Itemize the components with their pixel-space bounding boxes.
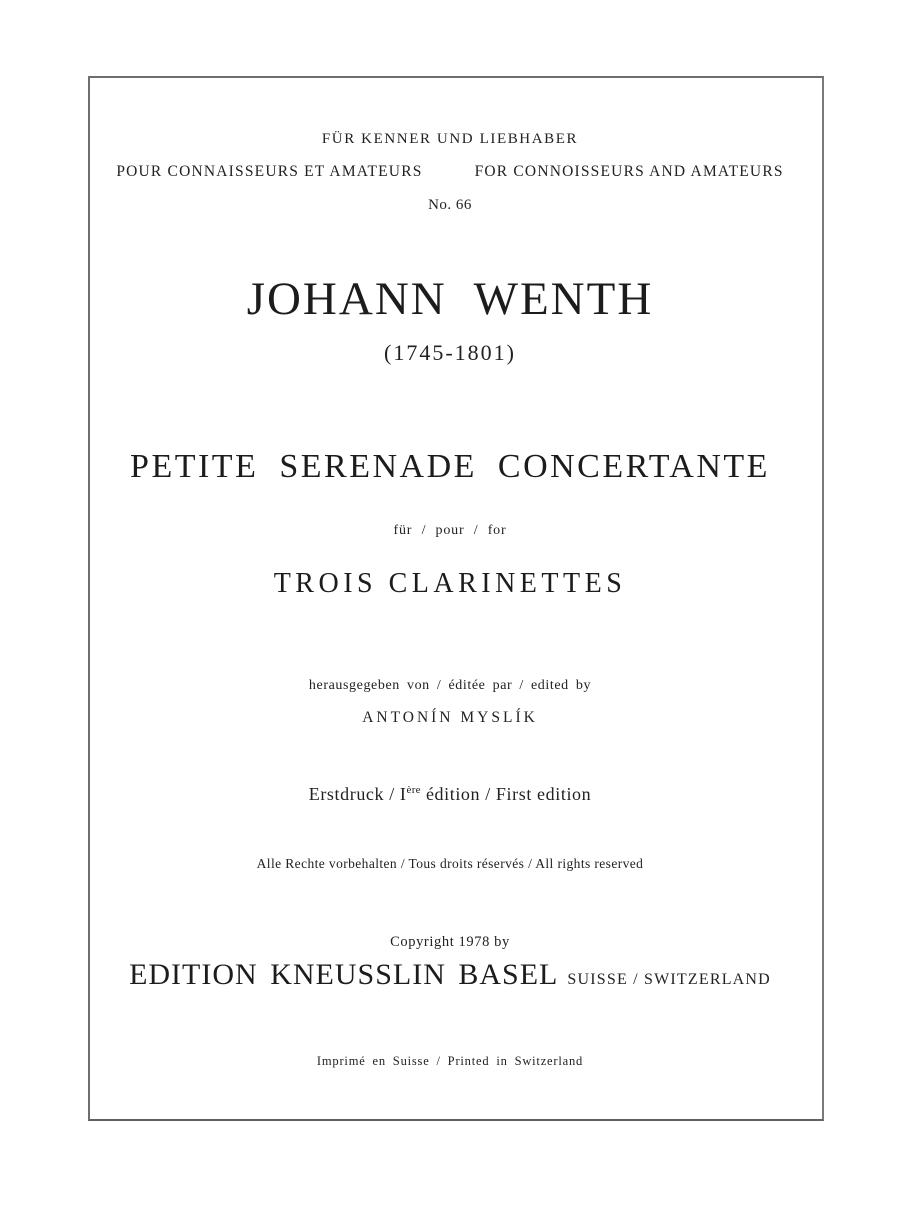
composer-dates: (1745-1801) <box>384 340 516 365</box>
edition-superscript: ère <box>406 784 421 796</box>
printed-in-line: Imprimé en Suisse / Printed in Switzerland <box>316 1054 584 1068</box>
edition-statement <box>0 784 900 805</box>
rights-reserved-line: Alle Rechte vorbehalten / Tous droits réservés / All rights reserved <box>256 856 644 871</box>
copyright-line: Copyright 1978 by <box>390 934 510 950</box>
edition-statement-pre: Erstdruck / I <box>308 784 407 804</box>
editor-name: ANTONÍN MYSLÍK <box>362 709 538 726</box>
edited-by-line: herausgegeben von / éditée par / edited by <box>308 678 592 693</box>
for-line: für / pour / for <box>393 523 507 538</box>
publisher-line <box>0 958 900 992</box>
series-subtitle-french: POUR CONNAISSEURS ET AMATEURS <box>116 163 423 180</box>
instrumentation: TROIS CLARINETTES <box>273 568 627 599</box>
composer-name: JOHANN WENTH <box>246 273 654 325</box>
series-number: No. 66 <box>428 197 472 213</box>
edition-statement-post: édition / First edition <box>420 784 592 804</box>
series-subtitle-english: FOR CONNOISSEURS AND AMATEURS <box>474 163 784 180</box>
series-subtitle <box>0 163 900 181</box>
series-title: FÜR KENNER UND LIEBHABER <box>321 131 579 147</box>
publisher-name: EDITION KNEUSSLIN BASEL <box>129 958 559 991</box>
work-title: PETITE SERENADE CONCERTANTE <box>130 448 770 485</box>
publisher-location: SUISSE / SWITZERLAND <box>567 971 771 988</box>
